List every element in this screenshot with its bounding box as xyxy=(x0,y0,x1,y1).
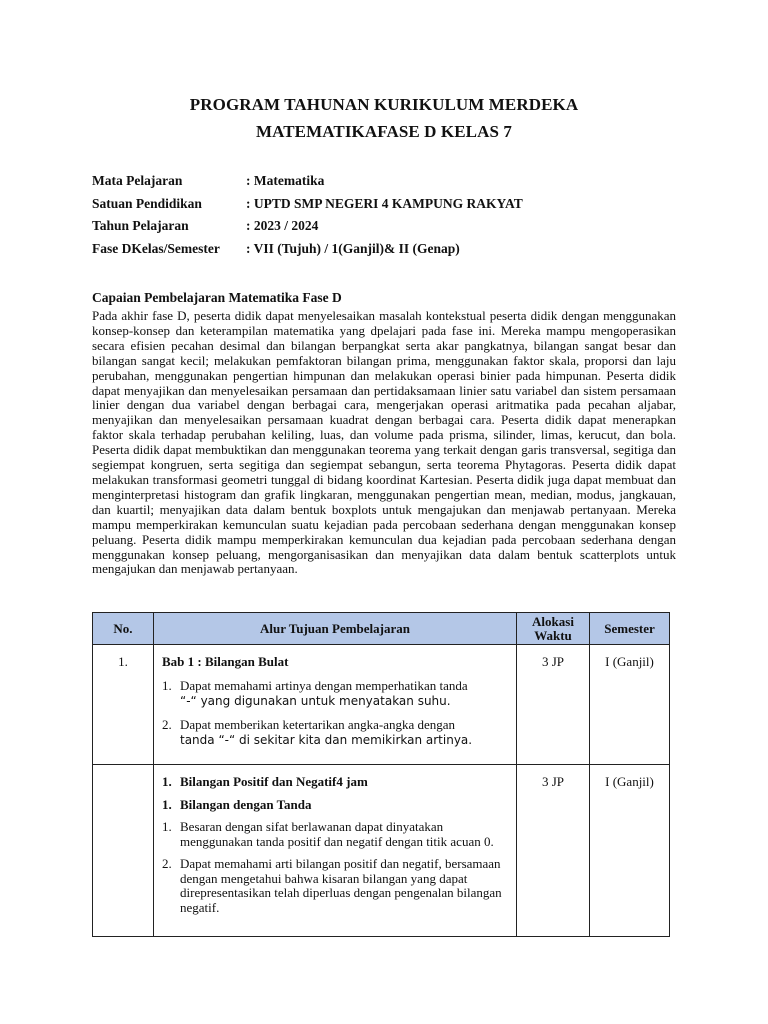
alokasi-cell: 3 JP xyxy=(517,645,590,765)
semester-cell: I (Ganjil) xyxy=(590,645,670,765)
meta-row-subject xyxy=(92,170,692,193)
topic-heading xyxy=(162,774,508,789)
header-no: No. xyxy=(93,613,154,645)
meta-label: Fase DKelas/Semester xyxy=(92,240,220,256)
item-text: Dapat memahami arti bilangan positif dan negatif, bersamaan dengan mengetahui bahwa kisaran bilangan yang dapat direpresentasikan telah diperluas dengan pengenalan bilangan negatif. xyxy=(180,856,502,915)
item-text: Besaran dengan sifat berlawanan dapat dinyatakan menggunakan tanda positif dan negatif dengan titik acuan 0. xyxy=(180,819,494,849)
document-title-line-2: MATEMATIKAFASE D KELAS 7 xyxy=(255,122,512,141)
alur-cell xyxy=(154,765,517,937)
table-row xyxy=(93,645,670,765)
meta-row-school xyxy=(92,193,692,216)
item-number: 1. xyxy=(162,819,172,834)
meta-value: : 2023 / 2024 xyxy=(246,218,319,234)
meta-row-year xyxy=(92,215,692,238)
item-number: 1. xyxy=(162,774,172,789)
subtopic-heading xyxy=(162,797,508,812)
item-number: 1. xyxy=(162,797,172,812)
meta-label: Tahun Pelajaran xyxy=(92,218,189,234)
list-item xyxy=(162,717,508,748)
document-title-line-1: PROGRAM TAHUNAN KURIKULUM MERDEKA xyxy=(189,95,579,114)
meta-value: : Matematika xyxy=(246,173,325,189)
chapter-title: Bab 1 : Bilangan Bulat xyxy=(162,654,289,669)
subtopic-title: Bilangan dengan Tanda xyxy=(180,797,312,812)
list-item xyxy=(162,857,508,915)
row-number: 1. xyxy=(93,645,154,765)
item-number: 1. xyxy=(162,678,172,693)
row-number xyxy=(93,765,154,937)
header-semester: Semester xyxy=(590,613,670,645)
cp-paragraph: Pada akhir fase D, peserta didik dapat menyelesaikan masalah kontekstual peserta didik dengan menggunakan konsep-konsep dan keterampilan matematika yang dpelajari pada fase ini. Mereka mampu mengoperasikan secara efisien pecahan desimal dan bilangan berpangkat serta akar pangkatnya, bilangan sangat besar dan bilangan sangat kecil; melakukan pemfaktoran bilangan prima, menggunakan faktor skala, proporsi dan laju perubahan, menggunakan pengertian himpunan dan melakukan operasi binier pada himpunan. Peserta didik dapat menyajikan dan menyelesaikan persamaan dan pertidaksamaan linier satu variabel dan sistem persamaan linier dengan dua variabel dengan berbagai cara, mengerjakan operasi aritmatika pada pecahan aljabar, menyajikan dan menyelesaikan persamaan kuadrat dengan berbagai cara. Peserta didik dapat menerapkan faktor skala terhadap perubahan keliling, luas, dan volume pada prisma, silinder, limas, kerucut, dan bola. Peserta didik dapat membuktikan dan menggunakan teorema yang terkait dengan garis transversal, segitiga dan segiempat kongruen, serta segitiga dan segiempat sebangun, serta teorema Phytagoras. Peserta didik dapat melakukan transformasi geometri tunggal di bidang koordinat Kartesian. Peserta didik juga dapat membuat dan menginterpretasi histogram dan grafik lingkaran, menggunakan pengertian mean, median, modus, jangkauan, dan kuartil; menyajikan data dalam bentuk boxplots untuk mengajukan dan menjawab pertanyaan. Mereka mampu memperkirakan kemunculan suatu kejadian pada percobaan sederhana dengan menggunakan konsep peluang. Peserta didik mampu memperkirakan kemunculan dua kejadian pada percobaan sederhana dengan menggunakan konsep peluang, mengorganisasikan dan menyajikan data dalam bentuk scatterplots untuk mengajukan dan menjawab pertanyaan. xyxy=(92,308,676,577)
meta-label: Satuan Pendidikan xyxy=(92,195,202,211)
meta-value: : UPTD SMP NEGERI 4 KAMPUNG RAKYAT xyxy=(246,195,523,211)
header-alur: Alur Tujuan Pembelajaran xyxy=(154,613,517,645)
item-number: 2. xyxy=(162,856,172,872)
semester-cell: I (Ganjil) xyxy=(590,765,670,937)
alokasi-cell: 3 JP xyxy=(517,765,590,937)
meta-value: : VII (Tujuh) / 1(Ganjil)& II (Genap) xyxy=(246,240,460,256)
list-item xyxy=(162,678,508,709)
atp-table xyxy=(92,612,670,937)
item-number: 2. xyxy=(162,717,172,732)
header-alokasi: Alokasi Waktu xyxy=(517,613,590,645)
meta-label: Mata Pelajaran xyxy=(92,173,183,189)
table-row xyxy=(93,765,670,937)
table-header-row xyxy=(93,613,670,645)
cp-heading: Capaian Pembelajaran Matematika Fase D xyxy=(92,290,342,305)
alur-cell xyxy=(154,645,517,765)
meta-row-class xyxy=(92,238,692,261)
topic-title: Bilangan Positif dan Negatif4 jam xyxy=(180,774,368,789)
item-text: Dapat memahami artinya dengan memperhatikan tanda xyxy=(180,678,468,693)
item-text-cont: “-“ yang digunakan untuk menyatakan suhu. xyxy=(180,694,451,708)
list-item xyxy=(162,820,508,849)
item-text-cont: tanda “-“ di sekitar kita dan memikirkan artinya. xyxy=(180,733,473,747)
identity-block xyxy=(92,170,692,260)
item-text: Dapat memberikan ketertarikan angka-angka dengan xyxy=(180,717,456,732)
